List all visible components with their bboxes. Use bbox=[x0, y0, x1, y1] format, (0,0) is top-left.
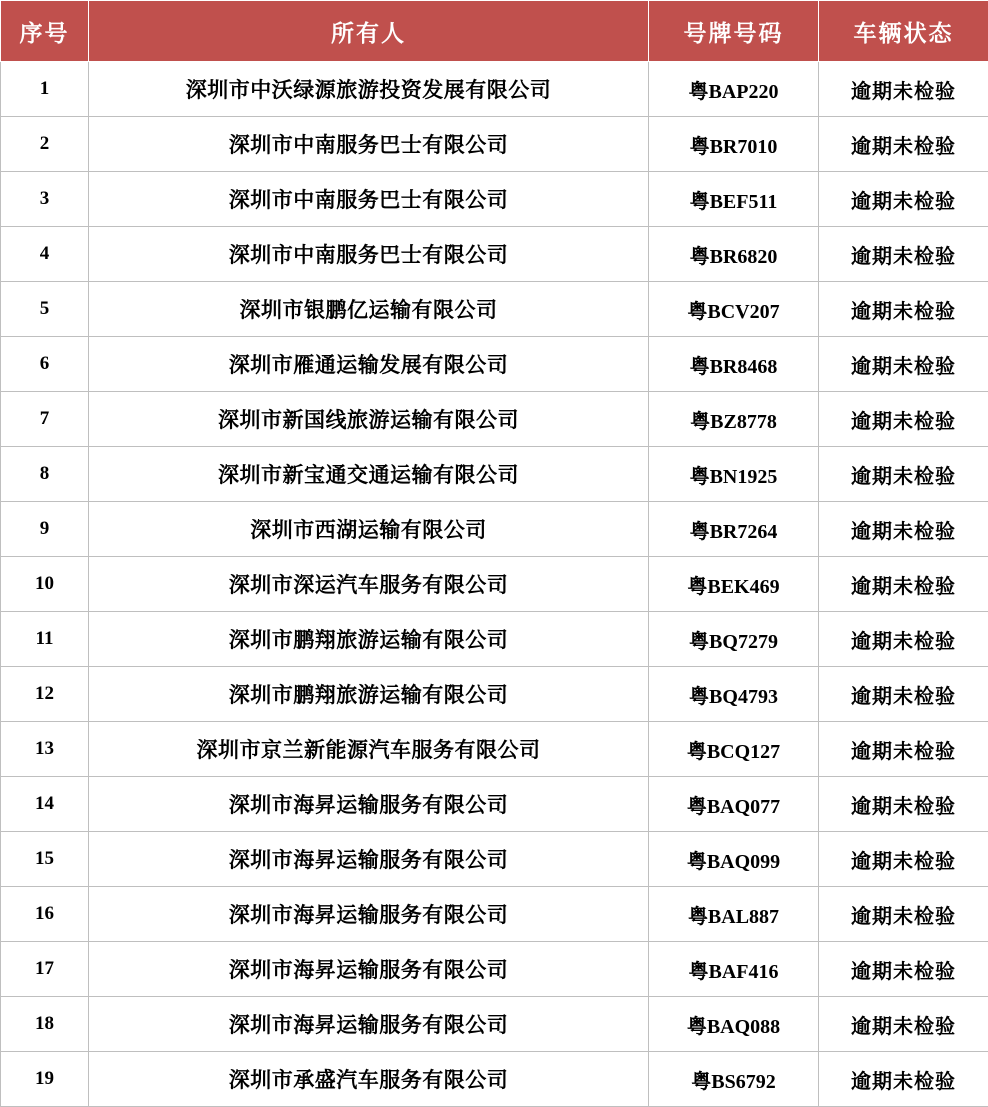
table-row bbox=[1, 117, 988, 172]
cell-plate: 粤BAQ077 bbox=[649, 777, 819, 832]
cell-index: 10 bbox=[1, 557, 89, 612]
cell-plate: 粤BR6820 bbox=[649, 227, 819, 282]
cell-plate: 粤BS6792 bbox=[649, 1052, 819, 1107]
table-row bbox=[1, 832, 988, 887]
cell-index: 9 bbox=[1, 502, 89, 557]
cell-index: 2 bbox=[1, 117, 89, 172]
cell-status: 逾期未检验 bbox=[819, 227, 988, 282]
cell-index: 16 bbox=[1, 887, 89, 942]
table-row bbox=[1, 887, 988, 942]
cell-owner: 深圳市京兰新能源汽车服务有限公司 bbox=[89, 722, 649, 777]
column-header-owner: 所有人 bbox=[89, 1, 649, 62]
cell-status: 逾期未检验 bbox=[819, 997, 988, 1052]
table-row bbox=[1, 392, 988, 447]
column-header-index: 序号 bbox=[1, 1, 89, 62]
cell-index: 8 bbox=[1, 447, 89, 502]
cell-plate: 粤BCV207 bbox=[649, 282, 819, 337]
cell-plate: 粤BQ7279 bbox=[649, 612, 819, 667]
cell-plate: 粤BAQ088 bbox=[649, 997, 819, 1052]
cell-index: 12 bbox=[1, 667, 89, 722]
cell-index: 4 bbox=[1, 227, 89, 282]
cell-owner: 深圳市新宝通交通运输有限公司 bbox=[89, 447, 649, 502]
cell-status: 逾期未检验 bbox=[819, 1052, 988, 1107]
cell-status: 逾期未检验 bbox=[819, 502, 988, 557]
cell-index: 14 bbox=[1, 777, 89, 832]
cell-status: 逾期未检验 bbox=[819, 667, 988, 722]
cell-plate: 粤BEK469 bbox=[649, 557, 819, 612]
cell-owner: 深圳市海昇运输服务有限公司 bbox=[89, 942, 649, 997]
table-row bbox=[1, 447, 988, 502]
cell-status: 逾期未检验 bbox=[819, 62, 988, 117]
cell-status: 逾期未检验 bbox=[819, 832, 988, 887]
cell-plate: 粤BR7010 bbox=[649, 117, 819, 172]
cell-status: 逾期未检验 bbox=[819, 777, 988, 832]
table-row bbox=[1, 282, 988, 337]
cell-owner: 深圳市鹏翔旅游运输有限公司 bbox=[89, 612, 649, 667]
cell-owner: 深圳市海昇运输服务有限公司 bbox=[89, 997, 649, 1052]
cell-index: 19 bbox=[1, 1052, 89, 1107]
table-row bbox=[1, 667, 988, 722]
table-row bbox=[1, 942, 988, 997]
cell-plate: 粤BEF511 bbox=[649, 172, 819, 227]
cell-owner: 深圳市深运汽车服务有限公司 bbox=[89, 557, 649, 612]
cell-status: 逾期未检验 bbox=[819, 557, 988, 612]
column-header-plate: 号牌号码 bbox=[649, 1, 819, 62]
cell-status: 逾期未检验 bbox=[819, 612, 988, 667]
cell-index: 7 bbox=[1, 392, 89, 447]
cell-owner: 深圳市新国线旅游运输有限公司 bbox=[89, 392, 649, 447]
table-row bbox=[1, 612, 988, 667]
cell-status: 逾期未检验 bbox=[819, 887, 988, 942]
cell-owner: 深圳市银鹏亿运输有限公司 bbox=[89, 282, 649, 337]
cell-index: 6 bbox=[1, 337, 89, 392]
cell-index: 18 bbox=[1, 997, 89, 1052]
cell-status: 逾期未检验 bbox=[819, 282, 988, 337]
cell-owner: 深圳市西湖运输有限公司 bbox=[89, 502, 649, 557]
cell-owner: 深圳市海昇运输服务有限公司 bbox=[89, 832, 649, 887]
cell-index: 5 bbox=[1, 282, 89, 337]
cell-plate: 粤BAP220 bbox=[649, 62, 819, 117]
cell-plate: 粤BQ4793 bbox=[649, 667, 819, 722]
cell-plate: 粤BR7264 bbox=[649, 502, 819, 557]
cell-index: 1 bbox=[1, 62, 89, 117]
table-body bbox=[1, 62, 988, 1107]
cell-status: 逾期未检验 bbox=[819, 392, 988, 447]
cell-plate: 粤BAL887 bbox=[649, 887, 819, 942]
table-row bbox=[1, 557, 988, 612]
table-row bbox=[1, 172, 988, 227]
cell-status: 逾期未检验 bbox=[819, 447, 988, 502]
cell-plate: 粤BN1925 bbox=[649, 447, 819, 502]
cell-owner: 深圳市雁通运输发展有限公司 bbox=[89, 337, 649, 392]
cell-owner: 深圳市中沃绿源旅游投资发展有限公司 bbox=[89, 62, 649, 117]
table-row bbox=[1, 62, 988, 117]
cell-plate: 粤BCQ127 bbox=[649, 722, 819, 777]
cell-index: 15 bbox=[1, 832, 89, 887]
table-row bbox=[1, 777, 988, 832]
table-row bbox=[1, 337, 988, 392]
cell-status: 逾期未检验 bbox=[819, 942, 988, 997]
cell-owner: 深圳市承盛汽车服务有限公司 bbox=[89, 1052, 649, 1107]
cell-owner: 深圳市海昇运输服务有限公司 bbox=[89, 887, 649, 942]
cell-status: 逾期未检验 bbox=[819, 337, 988, 392]
cell-status: 逾期未检验 bbox=[819, 117, 988, 172]
cell-plate: 粤BAF416 bbox=[649, 942, 819, 997]
cell-owner: 深圳市中南服务巴士有限公司 bbox=[89, 117, 649, 172]
cell-plate: 粤BR8468 bbox=[649, 337, 819, 392]
table-header-row bbox=[1, 1, 988, 62]
cell-plate: 粤BZ8778 bbox=[649, 392, 819, 447]
table-row bbox=[1, 502, 988, 557]
table-row bbox=[1, 997, 988, 1052]
cell-owner: 深圳市中南服务巴士有限公司 bbox=[89, 227, 649, 282]
cell-index: 13 bbox=[1, 722, 89, 777]
column-header-status: 车辆状态 bbox=[819, 1, 988, 62]
cell-plate: 粤BAQ099 bbox=[649, 832, 819, 887]
table-row bbox=[1, 722, 988, 777]
table-row bbox=[1, 1052, 988, 1107]
table-header bbox=[1, 1, 988, 62]
cell-owner: 深圳市鹏翔旅游运输有限公司 bbox=[89, 667, 649, 722]
table-row bbox=[1, 227, 988, 282]
cell-status: 逾期未检验 bbox=[819, 172, 988, 227]
cell-owner: 深圳市中南服务巴士有限公司 bbox=[89, 172, 649, 227]
cell-index: 17 bbox=[1, 942, 89, 997]
cell-status: 逾期未检验 bbox=[819, 722, 988, 777]
cell-index: 3 bbox=[1, 172, 89, 227]
cell-index: 11 bbox=[1, 612, 89, 667]
cell-owner: 深圳市海昇运输服务有限公司 bbox=[89, 777, 649, 832]
